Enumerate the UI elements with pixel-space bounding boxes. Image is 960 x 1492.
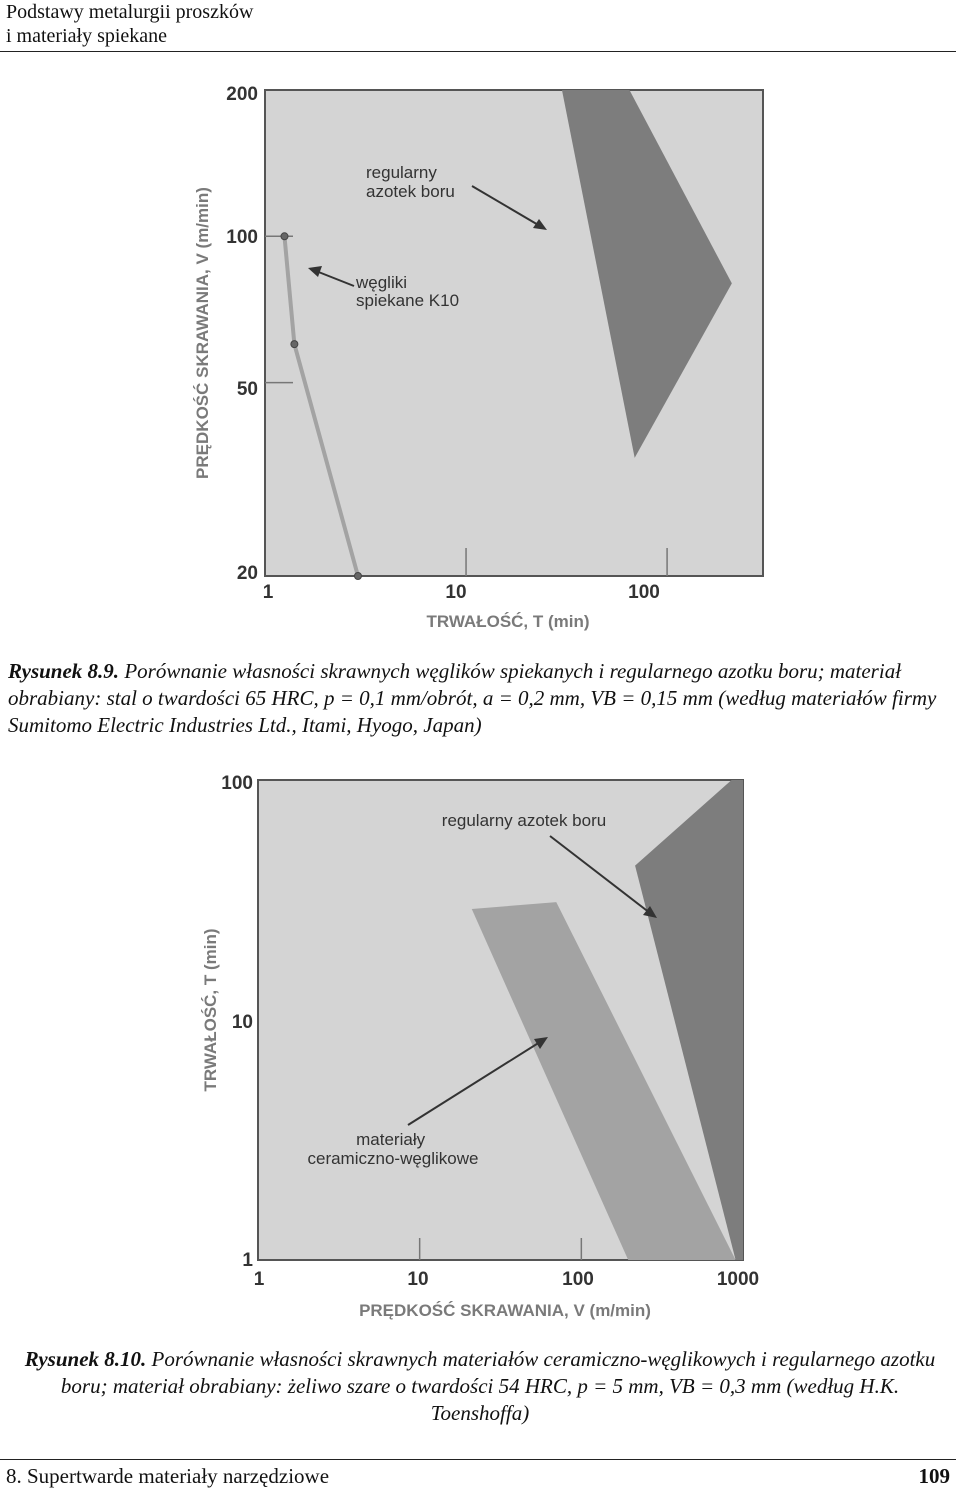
fig2-xtick-1: 1 bbox=[253, 1269, 265, 1290]
figure-8-10-caption-label: Rysunek 8.10. bbox=[24, 1347, 147, 1371]
fig2-x-axis-title: PRĘDKOŚĆ SKRAWANIA, V (m/min) bbox=[359, 1301, 651, 1320]
figure-8-10-caption-text: Porównanie własności skrawnych materiałów ceramiczno-węglikowych i regularnego azotku boru; materiał obrabiany: żeliwo szare o twardości 54 HRC, p = 5 mm, VB = 0,3 mm (według H.K. Toenshoffa) bbox=[60, 1347, 936, 1425]
fig2-xtick-1000: 1000 bbox=[716, 1269, 760, 1290]
fig1-ytick-200: 200 bbox=[226, 84, 258, 105]
fig2-y-axis-title: TRWAŁOŚĆ, T (min) bbox=[201, 928, 220, 1092]
fig1-annotation-k10-line1: węgliki bbox=[356, 273, 408, 292]
fig1-ytick-50: 50 bbox=[236, 379, 258, 400]
fig2-annotation-ceramic-line1: materiały bbox=[356, 1130, 426, 1149]
fig1-annotation-cbn-line1: regularny bbox=[366, 163, 437, 182]
fig1-xtick-1: 1 bbox=[262, 582, 274, 603]
fig2-xtick-100: 100 bbox=[562, 1269, 594, 1290]
fig1-point-k10-0 bbox=[281, 233, 288, 240]
fig2-ytick-1: 1 bbox=[242, 1250, 253, 1271]
figure-8-9-caption bbox=[8, 658, 953, 739]
footer-rule bbox=[0, 1459, 956, 1460]
figure-8-9-caption-text: Porównanie własności skrawnych węglików spiekanych i regularnego azotku boru; materiał obrabiany: stal o twardości 65 HRC, p = 0,1 mm/obrót, a = 0,2 mm, VB = 0,15 mm (według materiałów firmy Sumitomo Electric Industries Ltd., Itami, Hyogo, Japan) bbox=[8, 659, 937, 737]
fig1-xtick-100: 100 bbox=[628, 582, 660, 603]
header-line-2: i materiały spiekane bbox=[6, 25, 168, 47]
fig2-ytick-10: 10 bbox=[231, 1012, 253, 1033]
fig1-ytick-100: 100 bbox=[226, 227, 258, 248]
footer-page-number: 109 bbox=[918, 1464, 950, 1488]
fig1-x-axis-title: TRWAŁOŚĆ, T (min) bbox=[426, 612, 590, 631]
fig1-annotation-cbn-line2: azotek boru bbox=[366, 182, 455, 201]
fig1-point-k10-1 bbox=[291, 341, 298, 348]
figure-8-9-chart bbox=[0, 0, 960, 650]
fig1-ytick-20: 20 bbox=[236, 563, 258, 584]
fig2-ytick-100: 100 bbox=[221, 773, 253, 794]
fig2-annotation-ceramic-line2: ceramiczno-węglikowe bbox=[307, 1149, 479, 1168]
fig1-point-k10-2 bbox=[354, 573, 361, 580]
footer-chapter: 8. Supertwarde materiały narzędziowe bbox=[6, 1464, 330, 1488]
fig1-y-axis-title: PRĘDKOŚĆ SKRAWANIA, V (m/min) bbox=[193, 187, 212, 479]
figure-8-9-caption-label: Rysunek 8.9. bbox=[8, 659, 120, 683]
fig1-annotation-cbn bbox=[366, 163, 455, 201]
fig2-annotation-cbn: regularny azotek boru bbox=[441, 811, 607, 830]
fig1-annotation-k10-line2: spiekane K10 bbox=[356, 291, 460, 310]
header-line-1: Podstawy metalurgii proszków bbox=[6, 1, 254, 23]
fig1-xtick-10: 10 bbox=[445, 582, 467, 603]
figure-8-10-caption bbox=[20, 1346, 940, 1427]
figure-8-10-chart bbox=[0, 760, 960, 1340]
fig2-xtick-10: 10 bbox=[407, 1269, 429, 1290]
